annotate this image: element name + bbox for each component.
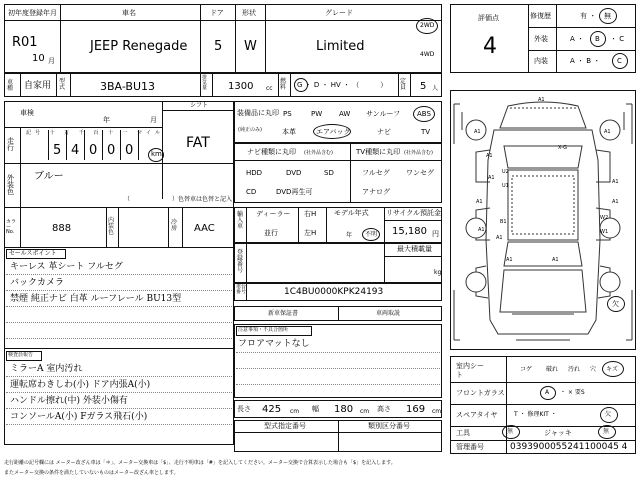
recycle-yen: 円 — [432, 230, 439, 238]
equip-navi: ナビ — [377, 128, 391, 136]
height-cm: cm — [432, 408, 442, 415]
model-value: 3BA-BU13 — [100, 80, 155, 93]
import-label: 輸入車 — [237, 211, 244, 230]
shape-label: 形状 — [242, 9, 256, 17]
diag-mark-4: A1 — [486, 153, 493, 159]
inspection-year: 年 — [103, 116, 110, 124]
footer-line-1: 走行距離の記号欄には メーター改ざん車は「＊」、メーター交換車は「$」、走行不明車は「#」を記入してください。メーター交換で合算表示した場合も「$」を記入します。 — [4, 460, 396, 466]
color-value: ブルー — [34, 171, 64, 182]
jack-value: 無 — [603, 428, 610, 435]
width-label: 幅 — [312, 405, 319, 413]
seat-opt-yabure: 破れ — [546, 366, 559, 373]
exterior-label: 外装 — [534, 35, 548, 43]
spare-label: スペアタイヤ — [456, 411, 498, 419]
inspector-line-4: コンソールA(小) Fガラス飛石(小) — [10, 412, 148, 422]
repair-none: 無 — [604, 12, 611, 20]
width-cm: cm — [360, 408, 370, 415]
equip-aw: AW — [339, 110, 351, 118]
inspector-line-1: ミラーA 室内汚れ — [10, 364, 83, 374]
color-label: 外装色 — [7, 174, 14, 196]
navi-dvd: DVD — [286, 169, 302, 177]
score-label: 評価点 — [478, 14, 499, 22]
interior-options: A ・ B ・ — [570, 57, 601, 65]
displacement-value: 1300 — [228, 81, 254, 92]
import-dealer: ディーラー — [256, 210, 291, 218]
length-cm: cm — [290, 408, 300, 415]
diag-mark-18: A1 — [552, 257, 559, 263]
drive-4wd: 4WD — [420, 51, 435, 58]
max-load-label: 最大積載量 — [397, 245, 432, 253]
equipment-sublabel: (純正のみ) — [238, 127, 262, 133]
recycle-value: 15,180 — [392, 226, 427, 237]
management-label: 管理番号 — [456, 443, 484, 451]
tv-sub: (社外品含む) — [404, 150, 433, 156]
shift-value: FAT — [186, 135, 210, 151]
fuel-label: 燃料 — [280, 78, 287, 91]
reg-year-label: 初年度登録年月 — [8, 9, 57, 17]
repair-options: 有 ・ — [580, 12, 597, 20]
footer-line-2: またメーター交換の条件を満たしていないものはメーター改ざん車とします。 — [4, 470, 179, 476]
diag-mark-6: U2 — [502, 169, 509, 175]
chassis-value: 1C4BU0000KPK24193 — [284, 287, 384, 297]
diag-mark-7: U1 — [502, 183, 509, 189]
equip-abs: ABS — [417, 110, 431, 118]
equipment-label: 装備品に丸印 — [237, 109, 279, 117]
inspection-month: 月 — [150, 116, 157, 124]
length-value: 425 — [262, 404, 282, 415]
mileage-digit-1: 5 — [53, 143, 62, 158]
exterior-options: A ・ — [570, 35, 585, 43]
km-unit: km — [151, 150, 162, 158]
reg-month-value: 10 — [32, 53, 45, 64]
diag-mark-2: A1 — [474, 129, 481, 135]
ac-value: AAC — [194, 223, 215, 234]
diag-mark-11: A1 — [496, 235, 503, 241]
seat-opt-ana: 穴 — [590, 366, 597, 373]
cc-unit: cc — [266, 85, 273, 92]
navi-dvd-play: DVD再生可 — [276, 188, 313, 196]
diag-mark-15: W1 — [600, 229, 609, 235]
model-year-label: モデル年式 — [334, 209, 369, 217]
tools-label: 工具 — [456, 429, 470, 437]
vehicle-manual: 車両取説 — [376, 310, 401, 317]
jack-label: ジャッキ — [544, 429, 572, 437]
navi-cd: CD — [246, 188, 257, 196]
front-glass-rest: ・ × 要S — [560, 389, 585, 396]
length-label: 長さ — [237, 405, 251, 413]
fuel-options: G ・ D ・ HV ・ （ ） — [297, 81, 388, 89]
interior-color-label: 内装色 — [108, 217, 115, 236]
person-unit: 人 — [432, 85, 439, 92]
kg-unit: kg — [434, 269, 442, 276]
height-value: 169 — [406, 404, 426, 415]
diag-mark-9: B1 — [500, 219, 507, 225]
equip-pw: PW — [311, 110, 323, 118]
grade-label: グレード — [325, 9, 353, 17]
door-label: ドア — [210, 9, 224, 17]
repair-label: 修復歴 — [530, 12, 551, 20]
diag-mark-3: A1 — [604, 129, 611, 135]
exterior-c: ・ C — [610, 35, 625, 43]
diag-mark-5: A1 — [488, 175, 495, 181]
mileage-label: 走行 — [7, 137, 14, 152]
diag-mark-1: A1 — [538, 97, 545, 103]
car-name-label: 車名 — [122, 9, 136, 17]
mileage-digit-4: 0 — [107, 143, 116, 158]
spare-selected: 欠 — [605, 411, 612, 418]
navi-sub: (社外品含む) — [304, 150, 333, 156]
shape-value: W — [244, 39, 257, 54]
diag-mark-8: A1 — [476, 199, 483, 205]
height-label: 高さ — [377, 405, 391, 413]
management-value: 0393900055241100045 4 — [510, 442, 628, 452]
sales-point-3: 禁煙 純正ナビ 白革 ルーフレール BU13型 — [10, 294, 182, 304]
reg-no-label: 登録番号 — [237, 249, 244, 274]
equip-sunroof: サンルーフ — [366, 110, 401, 118]
equip-leather: 本革 — [282, 128, 296, 136]
notes-label: 注意事項・不具合箇所 — [238, 327, 289, 333]
spare-options: T ・ 修理KIT ・ — [514, 411, 557, 418]
diag-mark-14: W2 — [600, 215, 609, 221]
color-no-label: カラーNo. — [6, 219, 17, 235]
class-label: 類別区分番号 — [368, 422, 410, 430]
new-car-warranty: 新車保証書 — [268, 310, 299, 317]
exterior-selected: B — [595, 35, 600, 43]
sales-point-2: バックカメラ — [10, 278, 65, 288]
inspector-line-2: 運転席わきしわ(小) ドア内張A(小) — [10, 380, 151, 390]
ac-label: 冷房 — [171, 219, 178, 232]
equip-tv: TV — [421, 128, 431, 136]
navi-hdd: HDD — [246, 169, 263, 177]
usage-label: 車種 — [7, 79, 14, 92]
color-note: （ ）色替車は色替と記入 — [124, 196, 233, 203]
diag-mark-10: A1 — [478, 227, 485, 233]
equip-ps: PS — [283, 110, 292, 118]
import-parallel: 並行 — [264, 229, 278, 237]
sales-points-label: セールスポイント — [9, 250, 57, 257]
seat-opt-koge: コゲ — [520, 366, 533, 373]
recycle-label: リサイクル預託金 — [386, 209, 442, 217]
front-glass-label: フロントガラス — [456, 389, 505, 397]
drive-2wd: 2WD — [420, 22, 435, 29]
mileage-digit-3: 0 — [89, 143, 98, 158]
tv-fullseg: フルセグ — [362, 169, 390, 177]
sales-point-1: キーレス 革シート フルセグ — [10, 262, 123, 272]
displacement-label: 排気量 — [202, 75, 208, 91]
diag-mark-12: A1 — [612, 179, 619, 185]
inspection-label: 車検 — [20, 109, 34, 117]
tv-label: TV種類に丸印 — [356, 148, 401, 156]
mileage-digit-2: 4 — [71, 143, 80, 158]
notes-line-1: フロアマットなし — [238, 339, 310, 349]
seat-label: 室内シート — [456, 362, 484, 380]
interior-selected: C — [617, 57, 622, 65]
tools-value: 無 — [507, 428, 514, 435]
reg-year-value: R01 — [12, 35, 38, 50]
type-label: 型式指定番号 — [264, 422, 306, 430]
equip-airbag: エアバック — [316, 128, 351, 136]
interior-label: 内装 — [534, 57, 548, 65]
diag-mark-16: X-G — [558, 145, 568, 151]
navi-label: ナビ種類に丸印 — [247, 148, 296, 156]
width-value: 180 — [334, 404, 354, 415]
shift-label: シフト — [190, 102, 209, 109]
inspector-label: 検査員報告 — [8, 352, 34, 358]
left-panel — [4, 101, 234, 445]
inspector-line-3: ハンドル擦れ(中) 外装小傷有 — [10, 396, 128, 406]
diag-mark-13: A1 — [612, 199, 619, 205]
month-unit: 月 — [48, 57, 55, 65]
capacity-label: 定員 — [400, 78, 407, 91]
model-year-unknown: 不明 — [365, 231, 378, 238]
doors-value: 5 — [214, 39, 223, 54]
mileage-units: 記号 十 万 千 百 十 一 マイル — [26, 130, 165, 136]
chassis-label: 車台番号 — [236, 284, 247, 295]
tv-analog: アナログ — [362, 188, 390, 196]
car-name-value: JEEP Renegade — [90, 39, 188, 54]
import-right: 右H — [304, 210, 317, 218]
usage-value: 自家用 — [24, 81, 52, 91]
score-value: 4 — [483, 34, 497, 59]
mileage-digit-5: 0 — [125, 143, 134, 158]
navi-sd: SD — [324, 169, 334, 177]
grade-value: Limited — [316, 39, 365, 54]
missing-part-mark: 欠 — [612, 300, 619, 308]
model-label: 型式 — [59, 78, 66, 91]
front-glass-a: A — [545, 389, 550, 396]
seat-selected: キズ — [606, 366, 618, 373]
seat-opt-yogore: 汚れ — [568, 366, 581, 373]
color-no-value: 888 — [52, 223, 72, 234]
import-left: 左H — [304, 229, 317, 237]
diag-mark-17: A1 — [506, 257, 513, 263]
capacity-value: 5 — [420, 81, 427, 92]
model-year-year: 年 — [346, 232, 353, 239]
tv-oneseg: ワンセグ — [406, 169, 434, 177]
